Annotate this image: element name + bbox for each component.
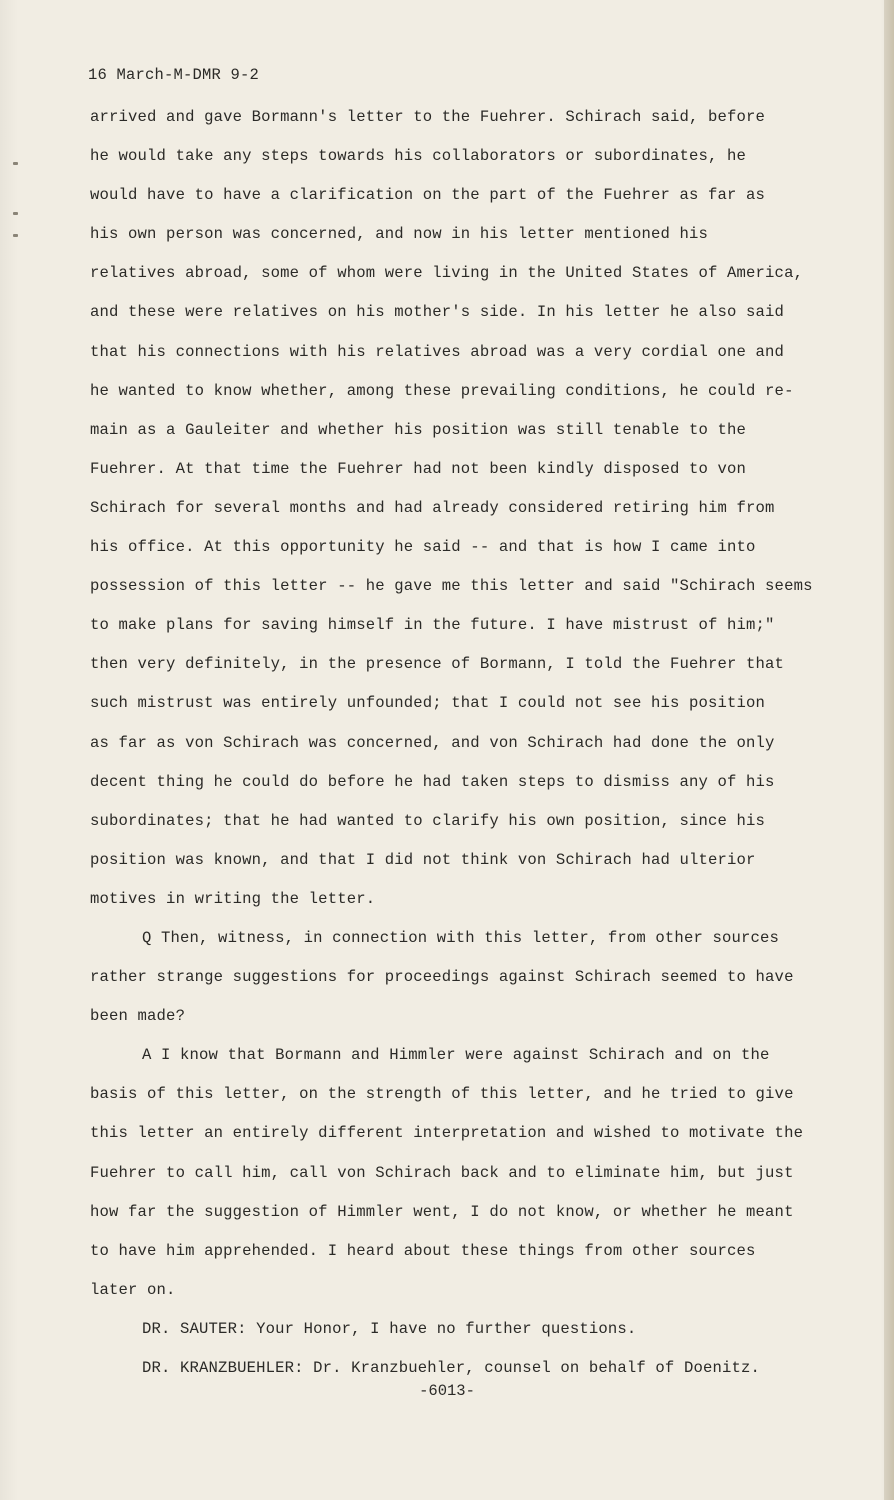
text-line: he wanted to know whether, among these prevailing conditions, he could re-: [90, 381, 794, 400]
question-line: Q Then, witness, in connection with this letter, from other sources: [142, 928, 780, 947]
page-edge: [884, 0, 894, 1500]
text-line: decent thing he could do before he had taken steps to dismiss any of his: [90, 772, 775, 791]
text-line: to make plans for saving himself in the future. I have mistrust of him;": [90, 616, 775, 635]
text-line: arrived and gave Bormann's letter to the Fuehrer. Schirach said, before: [90, 108, 766, 126]
transcript-body: [90, 98, 830, 1388]
text-line: that his connections with his relatives abroad was a very cordial one and: [90, 342, 785, 361]
text-line: how far the suggestion of Himmler went, I do not know, or whether he meant: [90, 1202, 794, 1221]
text-line: Schirach for several months and had already considered retiring him from: [90, 498, 775, 517]
text-line: position was known, and that I did not think von Schirach had ulterior: [90, 850, 756, 869]
text-line: then very definitely, in the presence of Bormann, I told the Fuehrer that: [90, 655, 785, 674]
page-number: -6013-: [419, 1382, 475, 1400]
text-line: his own person was concerned, and now in his letter mentioned his: [90, 225, 709, 244]
speaker-line: DR. SAUTER: Your Honor, I have no further questions.: [142, 1319, 637, 1338]
text-line: and these were relatives on his mother's side. In his letter he also said: [90, 303, 785, 322]
text-line: this letter an entirely different interpretation and wished to motivate the: [90, 1124, 804, 1143]
text-line: Fuehrer to call him, call von Schirach back and to eliminate him, but just: [90, 1163, 794, 1182]
text-line: main as a Gauleiter and whether his position was still tenable to the: [90, 420, 747, 439]
text-line: relatives abroad, some of whom were living in the United States of America,: [90, 264, 804, 283]
text-line: Fuehrer. At that time the Fuehrer had not been kindly disposed to von: [90, 459, 747, 478]
text-line: he would take any steps towards his collaborators or subordinates, he: [90, 147, 747, 166]
text-line: possession of this letter -- he gave me this letter and said "Schirach seems: [90, 577, 813, 596]
text-line: later on.: [90, 1280, 176, 1299]
text-line: been made?: [90, 1007, 186, 1026]
text-line: basis of this letter, on the strength of this letter, and he tried to give: [90, 1085, 794, 1104]
text-line: to have him apprehended. I heard about these things from other sources: [90, 1241, 756, 1260]
margin-mark: [13, 162, 18, 165]
margin-mark: [13, 234, 18, 237]
page-header: 16 March-M-DMR 9-2: [88, 66, 260, 84]
text-line: as far as von Schirach was concerned, and von Schirach had done the only: [90, 733, 775, 752]
text-line: would have to have a clarification on the part of the Fuehrer as far as: [90, 186, 766, 205]
text-line: his office. At this opportunity he said -- and that is how I came into: [90, 538, 756, 557]
text-line: rather strange suggestions for proceedings against Schirach seemed to have: [90, 968, 794, 987]
text-line: motives in writing the letter.: [90, 889, 376, 908]
margin-mark: [13, 212, 18, 215]
answer-line: A I know that Bormann and Himmler were against Schirach and on the: [142, 1046, 770, 1065]
text-line: subordinates; that he had wanted to clarify his own position, since his: [90, 811, 766, 830]
speaker-line: DR. KRANZBUEHLER: Dr. Kranzbuehler, counsel on behalf of Doenitz.: [142, 1359, 761, 1377]
text-line: such mistrust was entirely unfounded; that I could not see his position: [90, 694, 766, 713]
